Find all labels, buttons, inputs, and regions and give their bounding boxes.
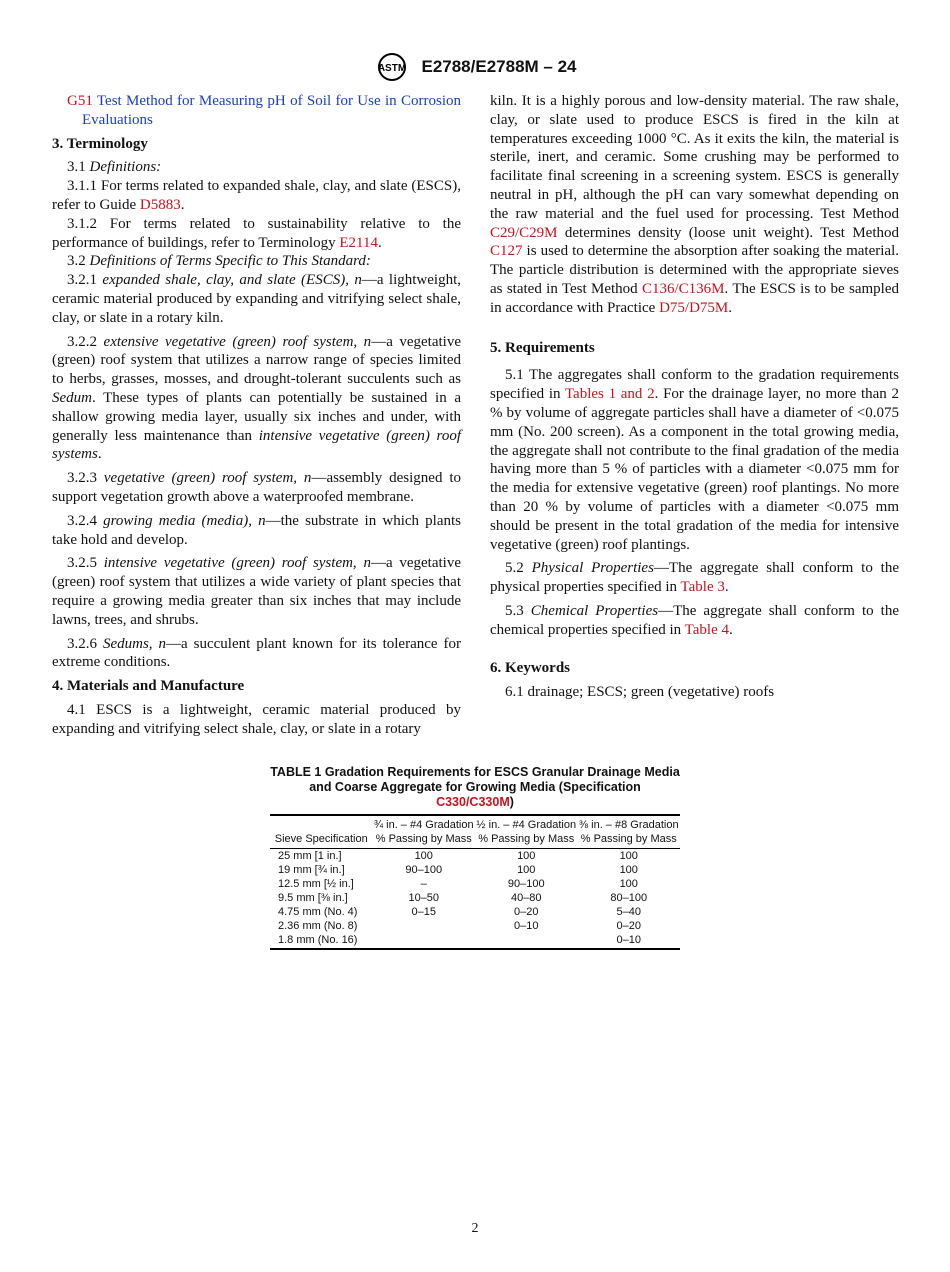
gradation-table bbox=[270, 814, 680, 950]
para-6-1: 6.1 drainage; ESCS; green (vegetative) roofs bbox=[505, 684, 775, 701]
para-3-2-5: 3.2.5 intensive vegetative (green) roof system, n—a vegetative (green) roof system that utilizes a wide variety of plant species that require a growing media greater than six inches that may include lawns, trees, and shrubs. bbox=[52, 555, 462, 628]
section-4-title: 4. Materials and Manufacture bbox=[52, 678, 245, 695]
para-3-1-1: 3.1.1 For terms related to expanded shale, clay, and slate (ESCS), refer to Guide D5883. bbox=[52, 178, 461, 213]
table-row: 9.5 mm [⅜ in.] 10–50 40–80 80–100 bbox=[278, 892, 648, 904]
page-header bbox=[0, 52, 950, 82]
left-column bbox=[52, 92, 461, 739]
ref-link-table-3[interactable]: Table 3 bbox=[680, 579, 725, 596]
para-4-1: 4.1 ESCS is a lightweight, ceramic material produced by expanding and vitrifying select shale, clay, or slate in a rotary bbox=[52, 701, 461, 737]
para-3-2-1: 3.2.1 expanded shale, clay, and slate (ESCS), n—a lightweight, ceramic material produced by expanding and vitrifying select shale, clay, or slate in a rotary kiln. bbox=[52, 272, 461, 326]
table-row: 4.75 mm (No. 4) 0–15 0–20 5–40 bbox=[278, 906, 641, 918]
table-caption: TABLE 1 Gradation Requirements for ESCS Granular Drainage Media and Coarse Aggregate for Growing Media (Specification C330/C330M) bbox=[270, 765, 680, 809]
ref-link-d5883[interactable]: D5883 bbox=[139, 196, 181, 213]
section-3-title: 3. Terminology bbox=[52, 135, 148, 152]
table-1 bbox=[270, 765, 680, 950]
para-3-2: 3.2 Definitions of Terms Specific to This Standard: bbox=[67, 253, 371, 270]
para-5-1: 5.1 The aggregates shall conform to the gradation requirements specified in Tables 1 and 2. For the drainage layer, no more than 2 % by volume of aggregate particles shall have a diameter of <0.075 mm (No. 200 screen). As a component in the total growing media, the aggregate shall not contribute to the final gradation of the media having more than 5 % of particles with a diameter <0.075 mm for the media for extensive vegetative (green) roof plantings. No more than 20 % by volume of particles with a diameter <0.075 mm should be present in the total gradation of the media for intensive vegetative (green) roof plantings. bbox=[490, 367, 900, 553]
section-5-title: 5. Requirements bbox=[490, 339, 595, 356]
ref-link-table-4[interactable]: Table 4 bbox=[684, 621, 730, 638]
para-3-1-2: 3.1.2 For terms related to sustainability relative to the performance of buildings, refer to Terminology E2114. bbox=[52, 215, 461, 251]
ref-link-c29[interactable]: C29/C29M bbox=[490, 224, 558, 241]
ref-link-c136[interactable]: C136/C136M bbox=[642, 280, 725, 297]
column-header: Sieve Specification bbox=[270, 815, 373, 849]
para-3-2-3: 3.2.3 vegetative (green) roof system, n—assembly designed to support vegetation growth above a waterproofed membrane. bbox=[52, 470, 461, 505]
ref-link-tables-1-2[interactable]: Tables 1 and 2 bbox=[564, 386, 655, 403]
right-column bbox=[490, 92, 899, 702]
para-3-2-6: 3.2.6 Sedums, n—a succulent plant known for its tolerance for extreme conditions. bbox=[52, 635, 462, 671]
table-row: 12.5 mm [½ in.] – 90–100 100 bbox=[278, 878, 638, 890]
table-row: 19 mm [¾ in.] 90–100 100 100 bbox=[278, 864, 638, 876]
para-3-2-2: 3.2.2 extensive vegetative (green) roof system, n—a vegetative (green) roof system that utilizes a narrow range of species limited to herbs, grasses, mosses, and drought-tolerant succulents such as Sedum. These types of plants can potentially be sustained in a shallow growing media layer, usually six inches and under, with generally less maintenance than intensive vegetative (green) roof systems. bbox=[52, 333, 462, 463]
astm-logo-icon bbox=[373, 52, 411, 82]
reference-item: G51 Test Method for Measuring pH of Soil for Use in Corrosion Evaluations bbox=[67, 93, 461, 128]
para-5-2: 5.2 Physical Properties—The aggregate shall conform to the physical properties specified in Table 3. bbox=[490, 560, 900, 596]
para-3-1: 3.1 Definitions: bbox=[67, 159, 162, 176]
table-row: 25 mm [1 in.] 100 100 100 bbox=[278, 850, 638, 862]
svg-text:ASTM: ASTM bbox=[378, 63, 407, 74]
section-6-title: 6. Keywords bbox=[490, 659, 570, 676]
column-header: ¾ in. – #4 Gradation % Passing by Mass bbox=[373, 815, 476, 849]
ref-link-e2114[interactable]: E2114 bbox=[339, 234, 378, 251]
ref-link-c330[interactable]: C330/C330M bbox=[436, 795, 510, 809]
table-row: 1.8 mm (No. 16) 0–10 bbox=[270, 933, 680, 949]
page-number: 2 bbox=[471, 1221, 479, 1236]
table-row: 2.36 mm (No. 8) 0–10 0–20 bbox=[278, 920, 641, 932]
column-header: ½ in. – #4 Gradation % Passing by Mass bbox=[475, 815, 578, 849]
ref-link-d75[interactable]: D75/D75M bbox=[659, 299, 729, 316]
ref-link-c127[interactable]: C127 bbox=[490, 243, 523, 260]
designation: E2788/E2788M – 24 bbox=[421, 57, 577, 76]
column-header: ⅜ in. – #8 Gradation % Passing by Mass bbox=[578, 815, 681, 849]
ref-link-g51[interactable]: G51 bbox=[67, 93, 93, 109]
para-4-1-continued: kiln. It is a highly porous and low-density material. The raw shale, clay, or slate used to produce ESCS is fired in the kiln at temperatures exceeding 1000 °C. As it exits the kiln, the material is sterile, inert, and ceramic. Some crushing may be performed to facilitate final screening in a screening system. ESCS is generally neutral in pH, although the pH can vary somewhat depending on the raw material and the fuel used for processing. Test Method C29/C29M determines density (loose unit weight). Test Method C127 is used to determine the absorption after soaking the material. The particle distribution is determined with the appropriate sieves as stated in Test Method C136/C136M. The ESCS is to be sampled in accordance with Practice D75/D75M. bbox=[490, 93, 899, 316]
para-5-3: 5.3 Chemical Properties—The aggregate shall conform to the chemical properties specified in Table 4. bbox=[490, 602, 899, 638]
para-3-2-4: 3.2.4 growing media (media), n—the substrate in which plants take hold and develop. bbox=[52, 512, 461, 548]
